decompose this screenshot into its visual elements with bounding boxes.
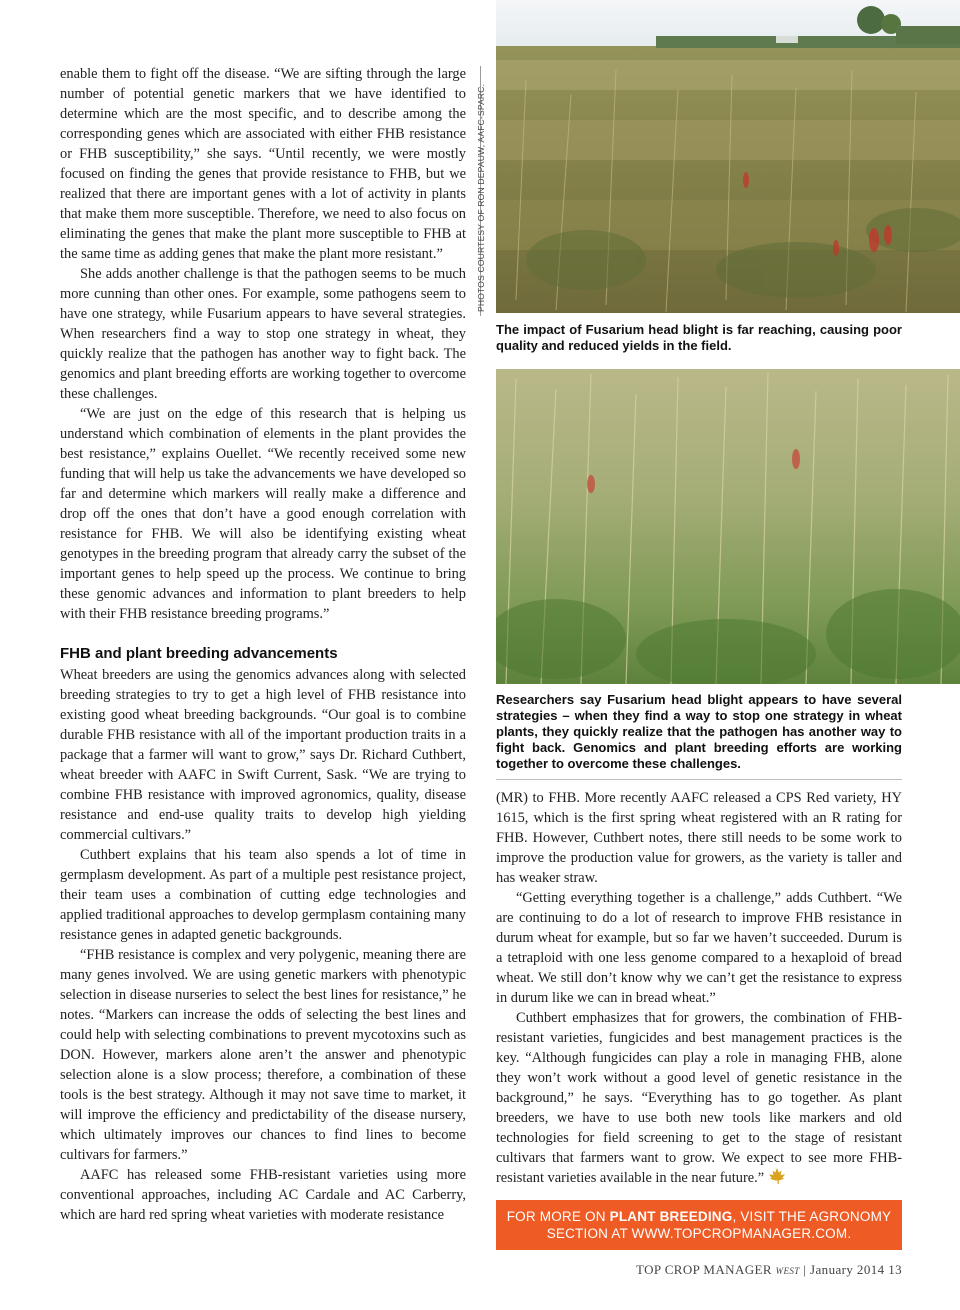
wheat-field-photo: [496, 0, 960, 313]
cta-line-1: FOR MORE ON PLANT BREEDING, VISIT THE AGRONOMY: [506, 1209, 892, 1224]
magazine-name: TOP CROP MANAGER: [636, 1262, 772, 1277]
wheat-field-image: [496, 0, 960, 313]
cta-line-2[interactable]: SECTION AT WWW.TOPCROPMANAGER.COM.: [546, 1226, 852, 1241]
wheat-closeup-image: [496, 369, 960, 684]
body-paragraph: “We are just on the edge of this research that is helping us understand which combination of elements in the plant provides the best resistance,” explains Ouellet. “We recently received some new funding that will help us take the advancements we have developed so far and determine which markers will really make a difference and drop off the ones that don’t have a good enough correlation with resistance for FHB. We will also be identifying existing wheat genotypes in the breeding program that already carry the subset of the important genes to help speed up the process. We continue to bring these genomic advances and information to plant breeders to help with their FHB resistance breeding programs.”: [60, 406, 466, 622]
body-paragraph: “Getting everything together is a challenge,” adds Cuthbert. “We are continuing to do a lot of research to improve FHB resistance in durum wheat for example, but so far we haven’t succeeded. Durum is a tetraploid with one less genome compared to a hexaploid of bread wheat. We still don’t know why we can’t get the resistance to express in durum like we can in bread wheat.”: [496, 890, 902, 1006]
photo-caption: The impact of Fusarium head blight is far reaching, causing poor quality and reduced yields in the field.: [496, 322, 902, 353]
body-paragraph: She adds another challenge is that the pathogen seems to be much more cunning than other ones. For example, some pathogens seem to have one strategy, while Fusarium appears to have several strategies. When researchers find a way to stop one strategy in wheat, they quickly realize that the pathogen has another way to fight back. The genomics and plant breeding efforts are working together to overcome these challenges.: [60, 266, 466, 402]
photo-caption: Researchers say Fusarium head blight appears to have several strategies – when they find a way to stop one strategy in wheat plants, they quickly realize that the pathogen has another way to fight back. Genomics and plant breeding efforts are working together to overcome these challenges.: [496, 692, 902, 771]
column-divider: [496, 779, 902, 780]
body-paragraph: (MR) to FHB. More recently AAFC released a CPS Red variety, HY 1615, which is the first spring wheat registered with an R rating for FHB. However, Cuthbert notes, there still needs to be some work to improve the production value for growers, as the variety is taller and has weaker straw.: [496, 790, 902, 886]
page-number: 13: [888, 1262, 902, 1277]
body-paragraph: AAFC has released some FHB-resistant varieties using more conventional approaches, including AC Cardale and AC Carberry, which are hard red spring wheat varieties with moderate resistance: [60, 1167, 466, 1223]
photo-credit-text: PHOTOS COURTESY OF RON DEPAUW, AAFC-SPARC.: [476, 83, 486, 312]
right-column: [496, 788, 902, 1188]
page-footer: [636, 1262, 902, 1278]
maple-leaf-icon: [768, 1168, 786, 1185]
body-paragraph: Wheat breeders are using the genomics advances along with selected breeding strategies to try to get a high level of FHB resistance into existing good wheat breeding backgrounds. “Our goal is to combine durable FHB resistance with all of the important production traits in a package that a farmer will want to grow,” says Dr. Richard Cuthbert, wheat breeder with AAFC in Swift Current, Sask. “We are trying to combine FHB resistance with improved agronomics, quality, disease resistance and end-use quality traits to develop high yielding commercial cultivars.”: [60, 667, 466, 843]
section-heading: FHB and plant breeding advancements: [60, 645, 338, 662]
body-paragraph: Cuthbert explains that his team also spends a lot of time in germplasm development. As part of a multiple pest resistance project, their team uses a combination of cutting edge technologies and applied traditional approaches to develop germplasm containing many resistance genes in adapted genetic backgrounds.: [60, 847, 466, 943]
photo-credit: [476, 72, 492, 312]
footer-separator: |: [803, 1262, 807, 1277]
magazine-edition: WEST: [775, 1266, 800, 1276]
body-paragraph: [496, 1008, 902, 1188]
cta-topic: PLANT BREEDING: [609, 1209, 733, 1224]
body-paragraph: enable them to fight off the disease. “We are sifting through the large number of potential genetic markers that we have identified to determine which are the most specific, and to describe among the corresponding genes which are associated with either FHB resistance or FHB susceptibility,” she says. “Until recently, we were mostly focused on finding the genes that provide resistance to FHB, but we realized that there are important genes with a lot of activity in plants that make them more susceptible. Therefore, we need to also focus on eliminating the genes that make the plant more susceptible to FHB at the same time as adding genes that make the plant more resistant.”: [60, 66, 466, 262]
left-column: [60, 64, 466, 1225]
issue-date: January 2014: [810, 1262, 885, 1277]
closing-paragraph-text: Cuthbert emphasizes that for growers, the combination of FHB-resistant varieties, fungicides and best management practices is the key. “Although fungicides can play a role in managing FHB, alone they won’t work without a good level of genetic resistance in the background,” he says. “Everything has to go together. As plant breeders, we have to use both new tools like markers and old technologies for field screening to get to the stage of resistant cultivars that farmers want to grow. We expect to see more FHB-resistant varieties available in the near future.”: [496, 1010, 902, 1186]
cta-box[interactable]: [496, 1200, 902, 1250]
wheat-closeup-photo: [496, 369, 960, 684]
body-paragraph: “FHB resistance is complex and very polygenic, meaning there are many genes involved. We are using genetic markers with phenotypic selection in disease nurseries to select the best lines for resistance,” he notes. “Markers can increase the odds of selecting the best lines and could help with selecting combinations to prevent mycotoxins such as DON. However, markers alone aren’t the answer and phenotypic selection alone is a slow process; therefore, a combination of these tools is the best strategy. Although it may not save time to market, it will improve the efficiency and predictability of the disease nursery, which ultimately improves our chances to find lines to become cultivars for farmers.”: [60, 947, 466, 1163]
